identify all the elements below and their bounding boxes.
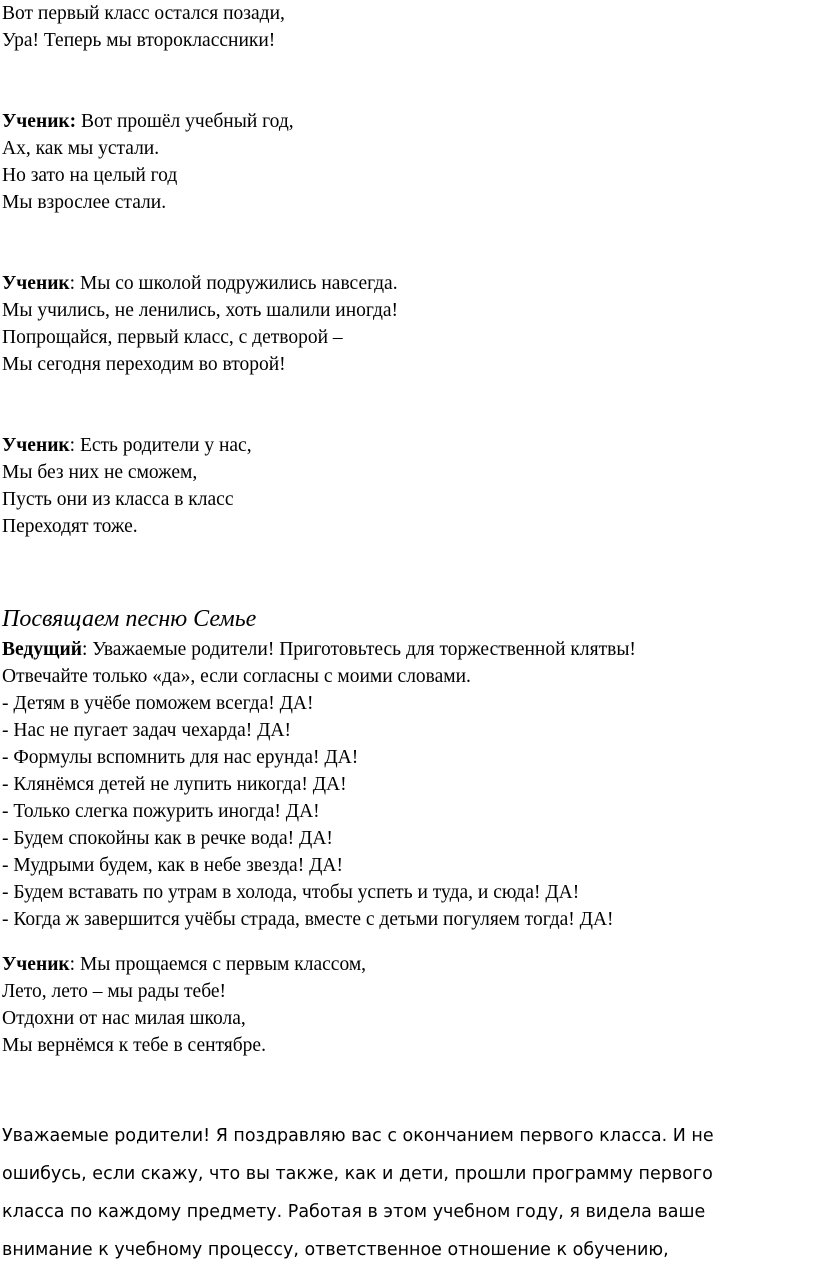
oath-line: - Формулы вспомнить для нас ерунда! ДА! [2, 747, 359, 768]
speaker-label: Ученик [2, 954, 70, 975]
text-line: Ура! Теперь мы второклассники! [2, 30, 276, 51]
song-title: Посвящаем песню Семье [2, 606, 257, 632]
text-line [0, 108, 816, 135]
line-text: : Мы со школой подружились навсегда. [69, 273, 398, 294]
text-line: Мы учились, не ленились, хоть шалили иногда! [2, 300, 399, 321]
oath-line: - Клянёмся детей не лупить никогда! ДА! [2, 774, 347, 795]
stanza-4 [0, 951, 816, 1059]
speaker-label: Ученик [2, 435, 70, 456]
oath-line: - Будем спокойны как в речке вода! ДА! [2, 828, 333, 849]
text-line: Попрощайся, первый класс, с детворой – [2, 327, 343, 348]
line-text: : Мы прощаемся с первым классом, [69, 954, 367, 975]
text-line [0, 951, 816, 978]
text-line: Мы сегодня переходим во второй! [2, 354, 286, 375]
stanza-3 [0, 432, 816, 540]
text-line: Мы без них не сможем, [2, 462, 198, 483]
speaker-label: Ученик [2, 273, 70, 294]
oath-line: - Мудрыми будем, как в небе звезда! ДА! [2, 855, 343, 876]
stanza-2 [0, 270, 816, 378]
host-oath [0, 636, 816, 933]
line-text: : Есть родители у нас, [69, 435, 252, 456]
text-line: Ах, как мы устали. [2, 138, 160, 159]
stanza-0 [0, 0, 816, 54]
line-text: Вот прошёл учебный год, [76, 111, 294, 132]
oath-line: - Будем вставать по утрам в холода, чтобы успеть и туда, и сюда! ДА! [2, 882, 580, 903]
text-line: внимание к учебному процессу, ответственное отношение к обучению, [2, 1240, 669, 1260]
text-line: Отвечайте только «да», если согласны с моими словами. [2, 666, 471, 687]
oath-line: - Когда ж завершится учёбы страда, вместе с детьми погуляем тогда! ДА! [2, 909, 614, 930]
text-line: Пусть они из класса в класс [2, 489, 234, 510]
text-line: Мы взрослее стали. [2, 192, 167, 213]
text-line [0, 270, 816, 297]
oath-line: - Детям в учёбе поможем всегда! ДА! [2, 693, 314, 714]
text-line: Лето, лето – мы рады тебе! [2, 981, 227, 1002]
stanza-1 [0, 108, 816, 216]
text-line: Переходят тоже. [2, 516, 138, 537]
oath-line: - Только слегка пожурить иногда! ДА! [2, 801, 320, 822]
text-line: Уважаемые родители! Я поздравляю вас с окончанием первого класса. И не [2, 1126, 714, 1146]
text-line [0, 636, 816, 663]
text-line: Мы вернёмся к тебе в сентябре. [2, 1035, 266, 1056]
speaker-label: Ведущий [2, 639, 82, 660]
text-line: класса по каждому предмету. Работая в этом учебном году, я видела ваше [2, 1202, 706, 1222]
oath-line: - Нас не пугает задач чехарда! ДА! [2, 720, 291, 741]
line-text: : Уважаемые родители! Приготовьтесь для торжественной клятвы! [81, 639, 636, 660]
text-line: Но зато на целый год [2, 165, 178, 186]
speaker-label: Ученик: [2, 111, 77, 132]
text-line [0, 432, 816, 459]
closing-paragraph [0, 1117, 816, 1269]
text-line: ошибусь, если скажу, что вы также, как и дети, прошли программу первого [2, 1164, 713, 1184]
text-line: Вот первый класс остался позади, [2, 3, 285, 24]
text-line: Отдохни от нас милая школа, [2, 1008, 246, 1029]
